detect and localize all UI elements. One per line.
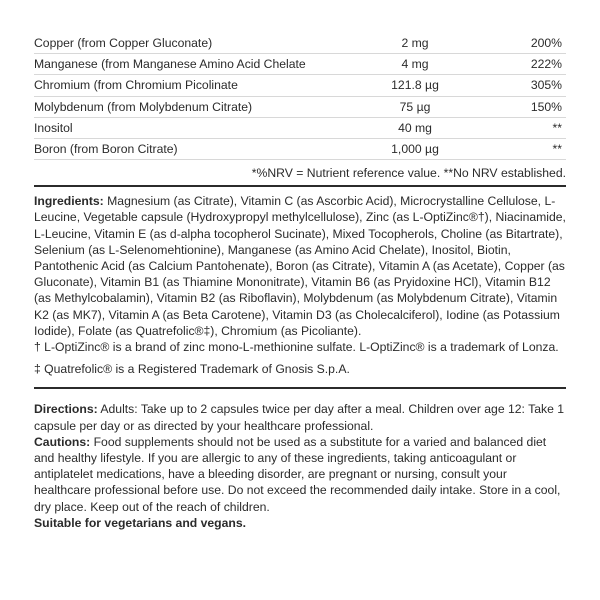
nutrient-name: Boron (from Boron Citrate)	[34, 139, 364, 160]
ingredients-section	[34, 193, 566, 377]
directions-section	[34, 401, 566, 531]
ingredients-label: Ingredients:	[34, 194, 104, 209]
cautions-paragraph	[34, 434, 566, 515]
nutrient-amount: 1,000 µg	[364, 139, 466, 160]
supplement-label-panel	[34, 33, 566, 531]
nutrient-name: Copper (from Copper Gluconate)	[34, 33, 364, 54]
nutrient-amount: 4 mg	[364, 54, 466, 75]
nutrient-name: Molybdenum (from Molybdenum Citrate)	[34, 96, 364, 117]
ingredients-text: Magnesium (as Citrate), Vitamin C (as Ascorbic Acid), Microcrystalline Cellulose, L-Leucine, Vegetable capsule (Hydroxypropyl methylcellulose), Zinc (as L-OptiZinc®†), Niacinamide, L-Leucine, Vitamin E (as d-alpha tocopherol Sucinate), Mixed Tocopherols, Choline (as Bitartrate), Selenium (as L-Selenomehtionine), Manganese (as Amino Acid Chelate), Inositol, Biotin, Pantothenic Acid (as Calcium Pantohenate), Boron (as Citrate), Vitamin A (as Acetate), Copper (as Gluconate), Vitamin B1 (as Thiamine Mononitrate), Vitamin B6 (as Pryidoxine HCl), Vitamin B12 (as Methylcobalamin), Vitamin B2 (as Riboflavin), Molybdenum (as Molybdenum Citrate), Vitamin K2 (as MK7), Vitamin A (as Beta Carotene), Vitamin D3 (as Cholecalciferol), Iodine (as Potassium Iodide), Folate (as Quatrefolic®‡), Chromium (as Picoliante).	[34, 194, 566, 338]
nutrient-name: Manganese (from Manganese Amino Acid Chelate	[34, 54, 364, 75]
optizinc-note: † L-OptiZinc® is a brand of zinc mono-L-methionine sulfate. L-OptiZinc® is a trademark of Lonza.	[34, 340, 559, 355]
table-row	[34, 139, 566, 160]
nutrient-nrv: 200%	[466, 33, 566, 54]
table-row	[34, 75, 566, 96]
nutrient-nrv: 305%	[466, 75, 566, 96]
nutrient-amount: 2 mg	[364, 33, 466, 54]
directions-paragraph	[34, 401, 566, 433]
table-row	[34, 33, 566, 54]
nrv-footnote: *%NRV = Nutrient reference value. **No NRV established.	[251, 166, 566, 181]
quatrefolic-note: ‡ Quatrefolic® is a Registered Trademark of Gnosis S.p.A.	[34, 362, 350, 377]
cautions-text: Food supplements should not be used as a substitute for a varied and balanced diet and healthy lifestyle. If you are allergic to any of these ingredients, taking anticoagulant or antiplatelet medications, have a bleeding disorder, are pregnant or nursing, consult your healthcare professional before use. Do not exceed the recommended daily intake. Store in a cool, dry place. Keep out of the reach of children.	[34, 434, 561, 514]
nutrient-nrv: 150%	[466, 96, 566, 117]
table-row	[34, 96, 566, 117]
ingredients-paragraph	[34, 193, 566, 339]
nutrient-table	[34, 33, 566, 160]
nutrient-nrv: **	[466, 139, 566, 160]
directions-label: Directions:	[34, 402, 98, 417]
section-divider	[34, 185, 566, 187]
nutrient-nrv: **	[466, 117, 566, 138]
nutrient-nrv: 222%	[466, 54, 566, 75]
table-row	[34, 54, 566, 75]
cautions-label: Cautions:	[34, 434, 91, 449]
nutrient-amount: 40 mg	[364, 117, 466, 138]
nutrient-amount: 75 µg	[364, 96, 466, 117]
section-divider	[34, 387, 566, 389]
suitable-note: Suitable for vegetarians and vegans.	[34, 515, 246, 530]
nutrient-amount: 121.8 µg	[364, 75, 466, 96]
nutrient-name: Inositol	[34, 117, 364, 138]
nutrient-name: Chromium (from Chromium Picolinate	[34, 75, 364, 96]
directions-text: Adults: Take up to 2 capsules twice per day after a meal. Children over age 12: Take 1 capsule per day or as directed by your healthcare professional.	[34, 402, 565, 433]
table-row	[34, 117, 566, 138]
